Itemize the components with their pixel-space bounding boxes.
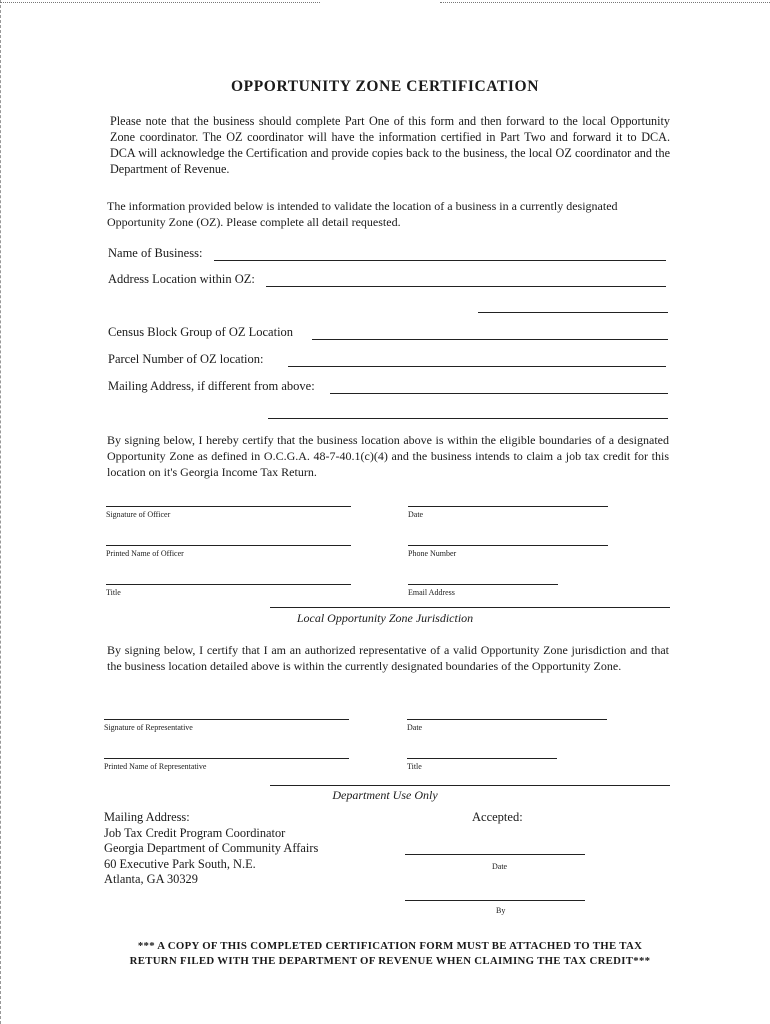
census-block-label: Census Block Group of OZ Location — [108, 325, 294, 339]
jurisdiction-heading: Local Opportunity Zone Jurisdiction — [296, 611, 474, 625]
mailing-line-1: Job Tax Credit Program Coordinator — [104, 825, 286, 840]
printed-name-field[interactable] — [106, 545, 351, 546]
representative-title-field[interactable] — [407, 758, 557, 759]
section-divider — [270, 607, 670, 608]
officer-signature-field[interactable] — [106, 506, 351, 507]
footer-notice — [90, 939, 690, 969]
accepted-date-field[interactable] — [405, 854, 585, 855]
email-address-label: Email Address — [408, 588, 455, 597]
address-location-label: Address Location within OZ: — [108, 272, 255, 286]
intro-paragraph: Please note that the business should complete Part One of this form and then forward to the local Opportunity Zone coordinator. The OZ coordinator will have the information certified in Part Two and forward it to DCA. DCA will acknowledge the Certification and provide copies back to the business, the local OZ coordinator and the Department of Revenue. — [110, 114, 670, 176]
officer-date-label: Date — [408, 510, 424, 519]
accepted-by-label: By — [496, 906, 506, 915]
signature-of-officer-label: Signature of Officer — [106, 510, 171, 519]
title-label: Title — [106, 588, 121, 597]
signature-of-representative-label: Signature of Representative — [104, 723, 193, 732]
phone-number-field[interactable] — [408, 545, 608, 546]
mailing-heading: Mailing Address: — [104, 810, 190, 824]
officer-date-field[interactable] — [408, 506, 608, 507]
census-block-field[interactable] — [312, 339, 668, 340]
mailing-address-field-line2[interactable] — [268, 418, 668, 419]
representative-name-field[interactable] — [104, 758, 349, 759]
name-of-business-field[interactable] — [214, 260, 666, 261]
mailing-line-3: 60 Executive Park South, N.E. — [104, 856, 256, 871]
department-heading: Department Use Only — [332, 788, 438, 802]
mailing-address-field[interactable] — [330, 393, 668, 394]
accepted-by-field[interactable] — [405, 900, 585, 901]
phone-number-label: Phone Number — [408, 549, 457, 558]
printed-name-of-officer-label: Printed Name of Officer — [106, 549, 184, 558]
representative-date-field[interactable] — [407, 719, 607, 720]
mailing-line-4: Atlanta, GA 30329 — [104, 872, 198, 886]
address-location-field[interactable] — [266, 286, 666, 287]
mailing-address-label: Mailing Address, if different from above: — [108, 379, 315, 393]
footer-line-1: *** A COPY OF THIS COMPLETED CERTIFICATION FORM MUST BE ATTACHED TO THE TAX — [137, 940, 643, 952]
representative-signature-field[interactable] — [104, 719, 349, 720]
section-divider — [270, 785, 670, 786]
address-location-field-line2[interactable] — [478, 312, 668, 313]
representative-title-label: Title — [407, 762, 422, 771]
jurisdiction-certification-text: By signing below, I certify that I am an authorized representative of a valid Opportunity Zone jurisdiction and that the business location detailed above is within the currently designated boundaries of the Opportunity Zone. — [107, 643, 669, 673]
business-certification-text: By signing below, I hereby certify that the business location above is within the eligible boundaries of a designated Opportunity Zone as defined in O.C.G.A. 48-7-40.1(c)(4) and the business intends to claim a job tax credit for this location on it's Georgia Income Tax Return. — [107, 433, 669, 479]
printed-name-of-representative-label: Printed Name of Representative — [104, 762, 207, 771]
mailing-line-2: Georgia Department of Community Affairs — [104, 841, 319, 855]
title-field[interactable] — [106, 584, 351, 585]
parcel-number-field[interactable] — [288, 366, 666, 367]
accepted-date-label: Date — [492, 862, 508, 871]
form-title: OPPORTUNITY ZONE CERTIFICATION — [231, 78, 539, 95]
scan-edge — [440, 2, 770, 3]
scan-margin-line — [0, 0, 2, 1024]
purpose-paragraph: The information provided below is intended to validate the location of a business in a currently designated Opportunity Zone (OZ). Please complete all detail requested. — [107, 199, 618, 229]
accepted-label: Accepted: — [472, 810, 523, 824]
representative-date-label: Date — [407, 723, 423, 732]
mailing-address-block — [104, 810, 318, 888]
footer-line-2: RETURN FILED WITH THE DEPARTMENT OF REVENUE WHEN CLAIMING THE TAX CREDIT*** — [129, 955, 651, 967]
name-of-business-label: Name of Business: — [108, 246, 203, 260]
email-address-field[interactable] — [408, 584, 558, 585]
parcel-number-label: Parcel Number of OZ location: — [108, 352, 264, 366]
scan-edge — [0, 2, 320, 3]
